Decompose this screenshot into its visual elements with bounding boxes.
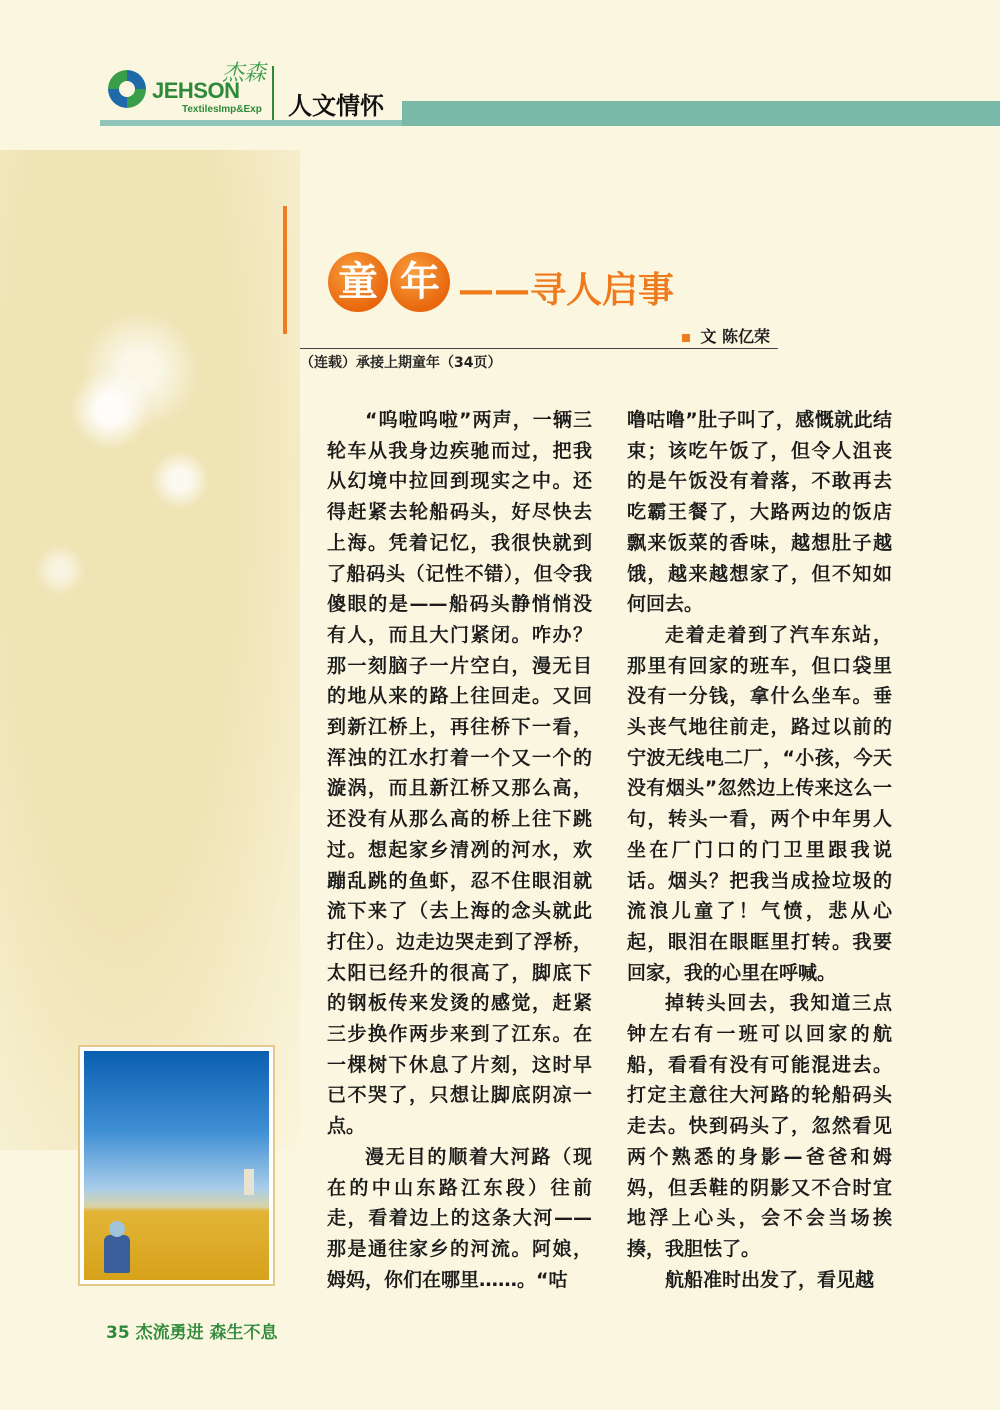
paragraph: 漫无目的顺着大河路（现在的中山东路江东段）往前走，看着边上的这条大河——那是通往家乡的河流。阿娘，姆妈，你们在哪里……。“咕: [327, 1145, 592, 1291]
title-accent-rule: [283, 206, 287, 334]
scarecrow-icon: [244, 1169, 254, 1195]
jehson-logo-icon: [108, 70, 146, 108]
field-photo: [78, 1045, 275, 1286]
byline: [682, 324, 770, 347]
text-column-left: [327, 405, 592, 1295]
article-title: ——寻人启事: [458, 269, 675, 311]
page-header: [100, 58, 1000, 128]
text-column-right: [627, 405, 892, 1295]
logo-chinese: 杰森: [222, 61, 267, 86]
paragraph: 走着走着到了汽车东站，那里有回家的班车，但口袋里没有一分钱，拿什么坐车。垂头丧气地往前走，路过以前的宁波无线电二厂，“小孩，今天没有烟头”忽然边上传来这么一句，转头一看，两个中年男人坐在厂门口的门卫里跟我说话。烟头？把我当成捡垃圾的流浪儿童了！气愤，悲从心起，眼泪在眼眶里打转。我要回家，我的心里在呼喊。: [627, 623, 892, 984]
square-bullet-icon: [682, 334, 690, 342]
serial-note: （连载）承接上期童年（34页）: [300, 355, 502, 371]
logo-name: JEHSON: [152, 78, 240, 103]
paragraph: 航船准时出发了，看见越: [665, 1268, 875, 1291]
section-title: 人文情怀: [288, 92, 384, 120]
title-char-2: 年: [390, 252, 450, 312]
byline-underline: [300, 348, 778, 349]
child-figure-icon: [102, 1221, 132, 1273]
background-decoration: [0, 150, 300, 1150]
byline-text: 文 陈亿荣: [700, 327, 770, 346]
paragraph: “呜啦呜啦”两声，一辆三轮车从我身边疾驰而过，把我从幻境中拉回到现实之中。还得赶紧去轮船码头，好尽快去上海。凭着记忆，我很快就到了船码头（记性不错），但令我傻眼的是——船码头静悄悄没有人，而且大门紧闭。咋办？那一刻脑子一片空白，漫无目的地从来的路上往回走。又回到新江桥上，再往桥下一看，浑浊的江水打着一个又一个的漩涡，而且新江桥又那么高，还没有从那么高的桥上往下跳过。想起家乡清冽的河水，欢蹦乱跳的鱼虾，忍不住眼泪就流下来了（去上海的念头就此打住）。边走边哭走到了浮桥，太阳已经升的很高了，脚底下的钢板传来发烫的感觉，赶紧三步换作两步来到了江东。在一棵树下休息了片刻，这时早已不哭了，只想让脚底阴凉一点。: [327, 409, 592, 1138]
logo-subtitle: TextilesImp&Exp: [182, 104, 262, 115]
paragraph: 噜咕噜”肚子叫了，感慨就此结束；该吃午饭了，但令人沮丧的是午饭没有着落，不敢再去吃霸王餐了，大路两边的饭店飘来饭菜的香味，越想肚子越饿，越来越想家了，但不知如何回去。: [627, 409, 892, 616]
paragraph: 掉转头回去，我知道三点钟左右有一班可以回家的航船，看看有没有可能混进去。打定主意往大河路的轮船码头走去。快到码头了，忽然看见两个熟悉的身影—爸爸和姆妈，但丢鞋的阴影又不合时宜地浮上心头，会不会当场挨揍，我胆怯了。: [627, 992, 892, 1260]
page-footer: 35 杰流勇进 森生不息: [106, 1323, 278, 1343]
header-bar-accent: [402, 101, 1000, 126]
photo-image: [84, 1051, 269, 1280]
header-divider: [272, 66, 274, 122]
title-char-1: 童: [328, 252, 388, 312]
